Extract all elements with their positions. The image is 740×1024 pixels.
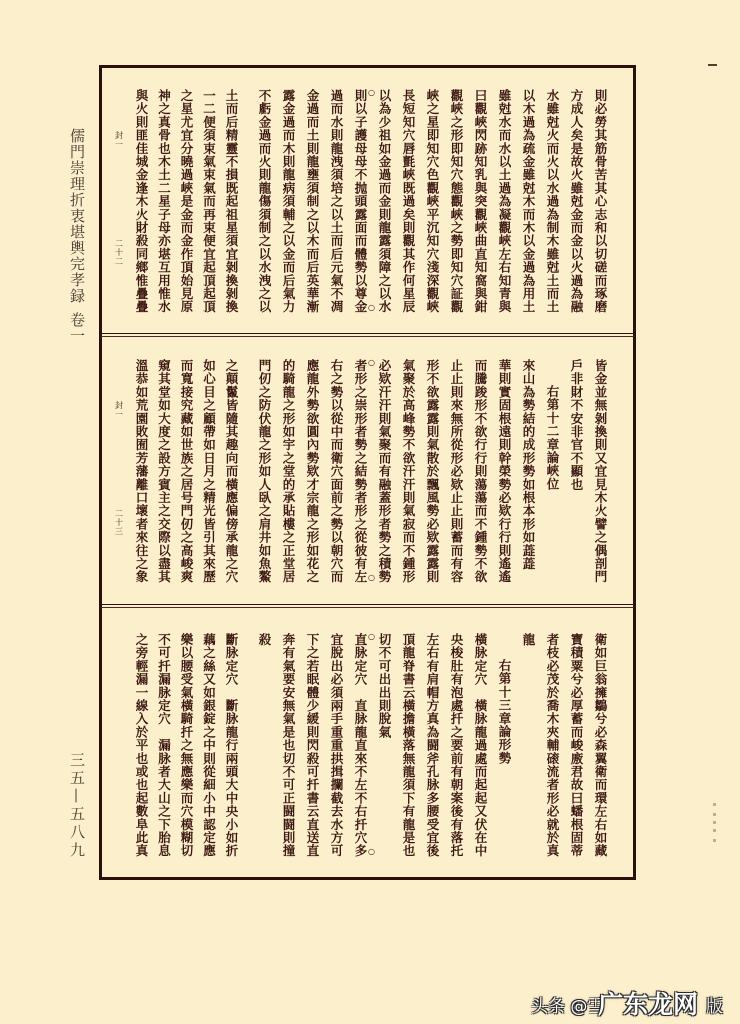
fold-label: 封一 [114,401,124,419]
text-column: 與火則匪佳城金逢木火財殺同鄉惟疊疊 [134,89,149,314]
text-column: 之旁輕漏一線入於平也或也起數阜此真 [134,633,149,858]
bleed-mark [713,829,716,832]
watermark-handle: 头条 @雪 [531,997,605,1017]
text-column: 樂以腰受氣橫騎扦之無應樂而穴模糊切 [179,633,194,858]
middle-panel [102,338,634,603]
bleed-mark [713,821,716,824]
text-column: 不可扦漏脉定穴 漏脉者大山之下胎息 [156,633,172,858]
fold-label: 封一 [114,131,124,149]
text-column: 而騰踆形不欲行行則蕩蕩而不鍾勢不欲 [473,359,488,584]
circle-punctuation-mark: ○ [368,358,375,367]
text-column: 雖尅水而水以土過為凝觀峽左右知青與 [497,89,512,314]
text-column: 不虧金過而火則龍傷須制之以水洩之以 [257,89,272,314]
corner-tick-mark [708,64,717,66]
text-column: 窺其堂如大度之設方賓主之交際以盡其 [156,359,172,584]
text-column: 長短知穴唇氈峽既過矣則觀其作何星辰 [401,89,416,314]
text-column: 奔有氣要安無氣是也切不可正闘闘則撞 [281,633,296,858]
text-column: 峽之星即知穴色觀峽平沉知穴淺深觀峽 [425,89,440,314]
text-column: 露金過而木則龍病須輔之以金而后氣力 [281,89,296,314]
text-column: 龍 [521,633,536,647]
top-panel [102,68,634,333]
circle-punctuation-mark: ○ [368,632,375,641]
text-column: 左右有肩帽方真為闘斧孔脉多腰受宜後 [425,633,440,858]
text-column: 觀峽之形即知穴態觀峽之勢即知穴証觀 [449,89,464,314]
text-column: 來山為勢結的成形勢如根本形如蕋蕋 [521,359,536,571]
text-column: 一二便須束氣束氣而再束便宜起頂起頂 [201,89,217,314]
text-column: 皆金並無剝換則又宜見木火譬之偶剖門 [593,359,608,584]
text-column: 門仞之防伏龍之形如人臥之肩井如魚鰲 [257,359,272,584]
block-center-margin [108,89,130,319]
text-column: 以為少祖如金過而金則龍露須障之以水 [377,89,392,314]
text-column: 直脉定穴 直脉龍直來不左不右扦穴多 [353,633,368,858]
text-column: 衛如巨翁擁鶵兮必森翼衛而環左右如藏 [593,633,608,858]
text-column: 氣聚於高峰勢不欲汗汗則氣寂而不鍾形 [401,359,416,584]
text-column: 下之若眠體少緩則閃殺可扦書云直送直 [305,633,320,858]
text-column: 而寬接究藏如世族之居号門仞之高峻爽 [179,359,194,584]
leaf-gap [242,633,252,643]
text-column: 必欵汗汗則氣聚而有融蓋形者勢之積勢 [377,359,392,584]
column-group [108,633,613,889]
text-column: 殺 [257,633,272,647]
text-column: 之星尤宜分曉過峽是金而金作頂始見原 [179,89,194,314]
text-column: 之顛鬣皆隨其趣向而橫應偏傍承龍之穴 [224,359,239,584]
text-column: 央梭肚有泡處扦之要前有朝案後有落托 [449,633,464,858]
column-group [108,359,613,615]
text-column: 方成人矣是故火雖尅金而金以火過為融 [569,89,584,314]
text-column: 過而水則龍洩須培之以土而后元氣不凋 [329,89,344,314]
circle-punctuation-mark: ○ [368,573,375,582]
text-column: 橫脉定穴 橫脉龍過處而起起又伏在中 [473,633,488,858]
block-center-margin [108,359,130,589]
circle-punctuation-mark: ○ [368,88,375,97]
chapter-end-note: 右第十三章論形勢 [497,659,512,765]
bleed-mark [713,813,716,816]
text-column: 則必勞其筋骨苦其心志和以切磋而琢磨 [593,89,608,314]
circle-punctuation-mark: ○ [368,847,375,856]
text-column: 的騎龍之形如宇之堂的承貼樓之正堂居 [281,359,296,584]
circle-punctuation-mark: ○ [368,303,375,312]
text-column: 頂龍脊書云橫擔橫落無龍須下有龍是也 [401,633,416,858]
text-column: 金過而土則龍壅須制之以木而后英華漸 [305,89,320,314]
text-column: 切不可出出則脫氣 [377,633,392,739]
text-column: 水雖尅火而火以水過為制木雖尅土而土 [545,89,560,314]
block-center-margin [108,633,130,863]
leaf-number: 二十三 [114,509,124,536]
text-column: 宜脫出必須兩手重重拱揖攔截去水方可 [329,633,344,858]
column-group [108,89,613,319]
leaf-number: 二十二 [114,239,124,266]
text-column: 戶非財不安非官不顯也 [569,359,584,491]
panel-divider [101,333,634,337]
text-column: 華則實固根遠則幹榮勢必欵行行則遙遙 [497,359,512,584]
text-column: 以木過為疏金雖尅木而木以金過為用土 [521,89,536,314]
text-column: 形不欲露露則氣散於飄風勢必欵露露則 [425,359,440,584]
text-column: 則以子護母母不抛頭露面而體勢以尊金 [353,89,368,314]
bleed-mark [713,839,716,842]
bleed-mark [713,803,716,806]
text-column: 曰觀峽閃跡知乳與突觀峽曲直知窩與鉗 [473,89,488,314]
text-column: 藕之絲又如銀錠之中則從細小中認定應 [201,633,217,858]
text-column: 神之真骨也木土二星子母亦堪互用惟水 [156,89,172,314]
text-column: 止止則來無所從形必欵止止則蓄而有容 [449,359,464,584]
text-column: 寶積粟兮必厚蓄而峻廒君故曰蟠根固蒂 [569,633,584,858]
text-column: 應龍外勢欲圓內勢欵才宗龍之形如花之 [305,359,320,584]
text-column: 如心目之顧帶如日月之精光皆引其來歷 [201,359,217,584]
leaf-gap [242,89,252,99]
text-column: 土而后精靈不損既起祖星須宜剝換剝換 [224,89,239,314]
text-column: 右之勢以從中而衛穴面前之勢以朝穴而 [329,359,344,584]
text-column: 者枝必茂於喬木夾輔磙流者形必就於真 [545,633,560,858]
text-column: 者形之崇形者勢之結勢者形之從彼有左 [353,359,368,584]
chapter-end-note: 右第十二章論峽位 [545,385,560,491]
text-column: 斷脉定穴 斷脉龍行兩頭大中央小如折 [224,633,239,858]
page-number: 三五—五八九 [68,752,86,860]
leaf-gap [242,359,252,369]
volume-label: 卷一 [68,312,86,344]
text-column: 溫恭如荒園敗囿芳藩離口壞者來往之象 [134,359,149,584]
watermark-overlay: 广东龙网 [598,990,699,1019]
watermark-suffix: 版 [706,997,723,1017]
bottom-panel [102,612,634,877]
book-title: 儒門崇理折衷堪輿完孝録 [68,128,86,304]
